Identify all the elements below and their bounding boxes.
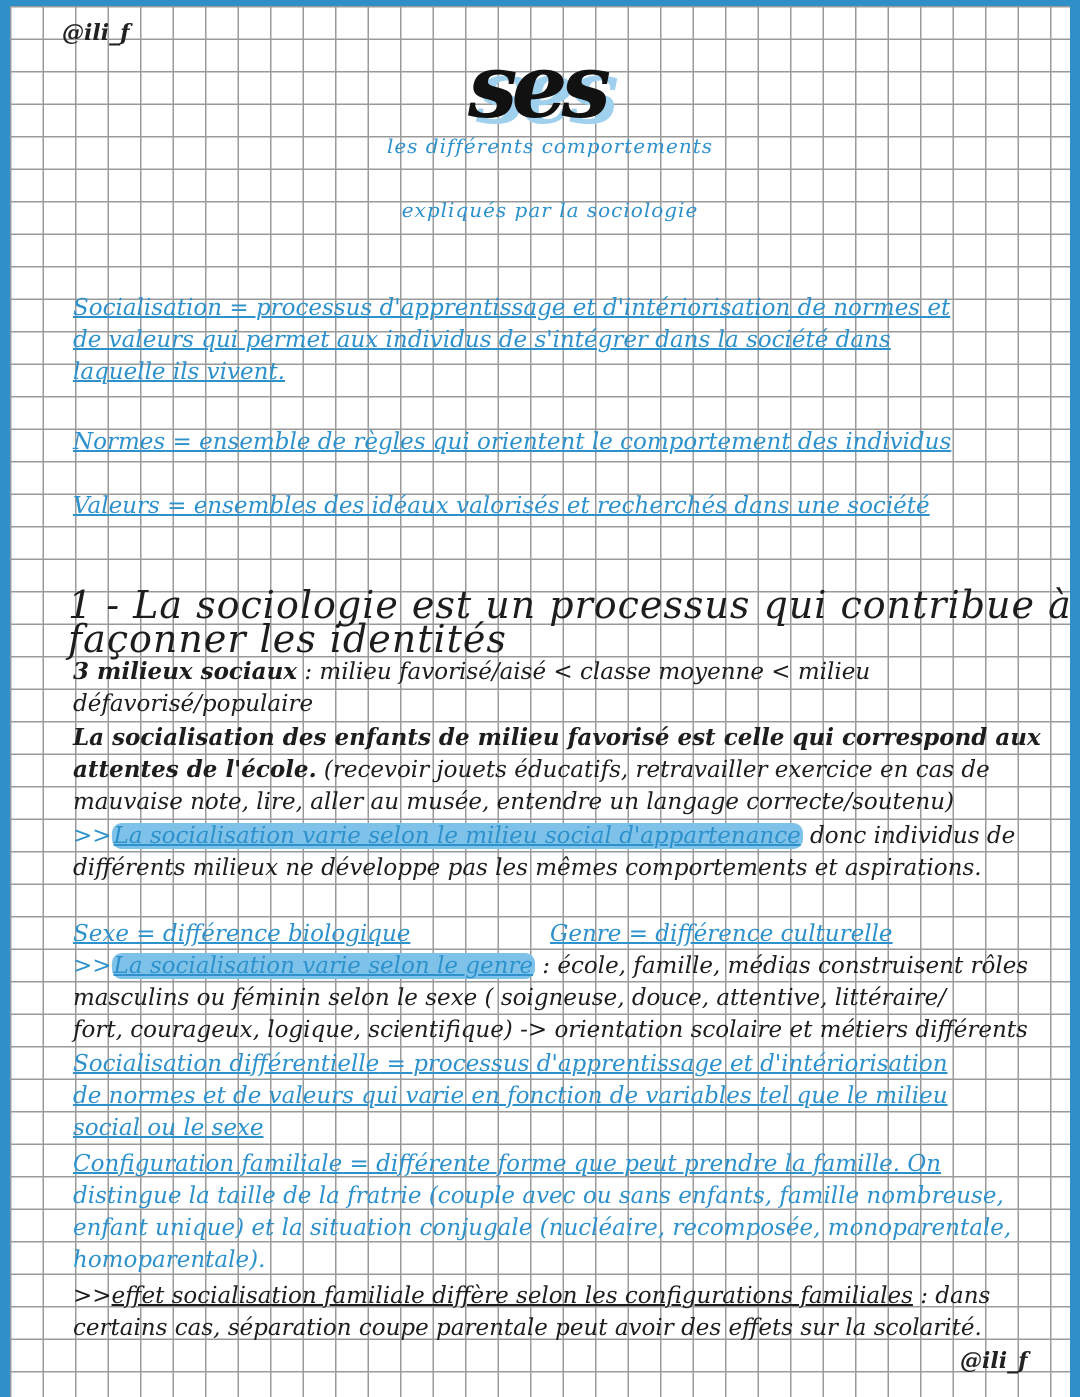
term-valeurs: Valeurs: [73, 493, 160, 519]
definition-valeurs: Valeurs = ensembles des idéaux valorisés et recherchés dans une société: [73, 493, 930, 519]
definition-normes: Normes = ensemble de règles qui orientent le comportement des individus: [73, 429, 952, 455]
highlight-varie-milieu: La socialisation varie selon le milieu social d'appartenance: [113, 823, 801, 849]
author-handle-bottom: @ili_f: [960, 1348, 1028, 1374]
socdiff-line3: social ou le sexe: [73, 1115, 264, 1141]
term-normes: Normes: [73, 429, 166, 455]
page-title-line1: les différents comportements: [386, 134, 714, 158]
effet-line1: >>effet socialisation familiale diffère selon les configurations familiales : dans: [73, 1283, 991, 1309]
term-socialisation-differentielle: Socialisation différentielle: [73, 1051, 380, 1077]
highlight-varie-genre: La socialisation varie selon le genre: [113, 953, 533, 979]
favorise-line2: attentes de l'école. (recevoir jouets éducatifs, retravailler exercice en cas de: [73, 756, 990, 783]
varie-milieu-line2: différents milieux ne développe pas les mêmes comportements et aspirations.: [73, 855, 982, 881]
favorise-line1: La socialisation des enfants de milieu favorisé est celle qui correspond aux: [73, 724, 1041, 751]
term-configuration-familiale: Configuration familiale: [73, 1151, 343, 1177]
varie-genre-line1: >>La socialisation varie selon le genre : école, famille, médias construisent rôles: [73, 953, 1029, 979]
favorise-line3: mauvaise note, lire, aller au musée, entendre un langage correcte/soutenu): [73, 789, 955, 815]
page-title-line2: expliqués par la sociologie: [401, 198, 699, 222]
milieux-line2: défavorisé/populaire: [73, 691, 314, 717]
effet-line2: certains cas, séparation coupe parentale peut avoir des effets sur la scolarité.: [73, 1315, 982, 1341]
ses-logo: ses: [468, 34, 606, 138]
config-line3: enfant unique) et la situation conjugale (nucléaire, recomposée, monoparentale,: [73, 1215, 1012, 1241]
socdiff-line1: Socialisation différentielle = processus d'apprentissage et d'intériorisation: [73, 1051, 948, 1077]
effet-underlined: effet socialisation familiale diffère selon les configurations familiales: [111, 1283, 913, 1309]
author-handle-top: @ili_f: [62, 20, 130, 46]
config-line4: homoparentale).: [73, 1247, 266, 1273]
term-sexe: Sexe: [73, 921, 129, 947]
section1-title-line2: façonner les identités: [68, 617, 507, 661]
milieux-label: 3 milieux sociaux: [73, 658, 298, 685]
sexe-definition: Sexe = différence biologique: [73, 921, 411, 947]
section1-title-line1: 1 - La sociologie est un processus qui contribue à: [68, 583, 1072, 627]
config-line1: Configuration familiale = différente forme que peut prendre la famille. On: [73, 1151, 942, 1177]
genre-definition: Genre = différence culturelle: [550, 921, 893, 947]
config-line2: distingue la taille de la fratrie (couple avec ou sans enfants, famille nombreuse,: [73, 1183, 1004, 1209]
socdiff-line2: de normes et de valeurs qui varie en fonction de variables tel que le milieu: [73, 1083, 948, 1109]
definition-socialisation-line1: Socialisation = processus d'apprentissage et d'intériorisation de normes et: [73, 295, 951, 321]
definition-socialisation-line2: de valeurs qui permet aux individus de s'intégrer dans la société dans: [73, 327, 891, 353]
definition-socialisation-line3: laquelle ils vivent.: [73, 359, 285, 385]
term-genre: Genre: [550, 921, 622, 947]
genre-line3: fort, courageux, logique, scientifique) -> orientation scolaire et métiers différents: [73, 1017, 1028, 1043]
term-socialisation: Socialisation: [73, 295, 223, 321]
genre-line2: masculins ou féminin selon le sexe ( soigneuse, douce, attentive, littéraire/: [73, 985, 947, 1011]
varie-milieu-line1: >>La socialisation varie selon le milieu social d'appartenance donc individus de: [73, 823, 1016, 849]
milieux-line1: 3 milieux sociaux : milieu favorisé/aisé < classe moyenne < milieu: [73, 658, 871, 685]
